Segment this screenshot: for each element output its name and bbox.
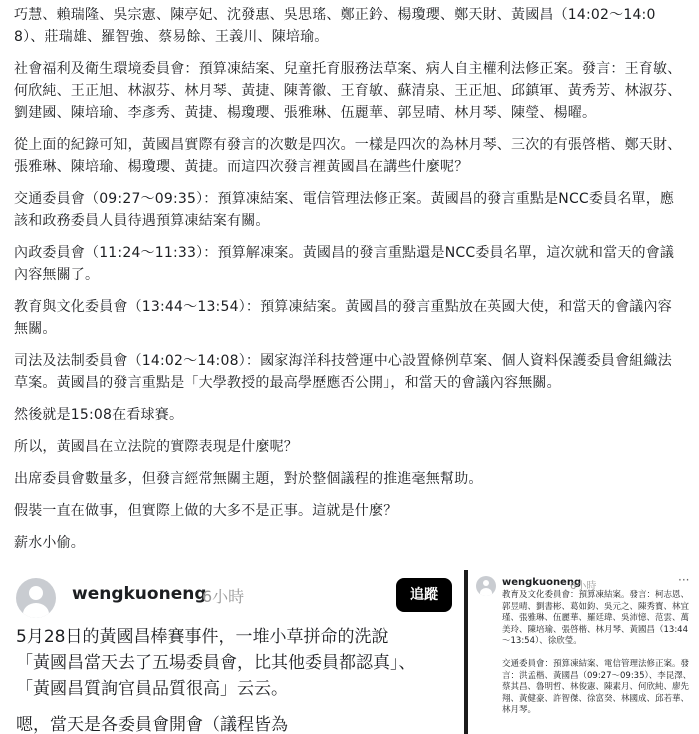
threads-screenshot-left[interactable] (0, 570, 464, 734)
post-time: 6小時 (570, 581, 597, 592)
post-paragraph: 薪水小偷。 (14, 535, 85, 551)
attached-images (0, 570, 699, 734)
post-paragraph: 巧慧、賴瑞隆、吳宗憲、陳亭妃、沈發惠、吳思瑤、鄭正鈐、楊瓊瓔、鄭天財、黃國昌（14:02～14:08）、莊瑞雄、羅智強、蔡易餘、王義川、陳培瑜。 (14, 7, 656, 45)
threads-screenshot-right[interactable] (468, 570, 699, 734)
username: wengkuoneng (502, 577, 582, 588)
screenshot-text-line: 嗯，當天是各委員會開會（議程皆為 (16, 715, 288, 734)
screenshot-text-line: 「黃國昌當天去了五場委員會，比其他委員都認真」、 (16, 653, 416, 673)
screenshot-text-line: 5月28日的黃國昌棒賽事件，一堆小草拼命的洗說 (16, 627, 389, 647)
more-options-icon: ··· (678, 573, 690, 587)
avatar (476, 576, 496, 596)
follow-button: 追蹤 (396, 578, 452, 612)
post-paragraph: 所以，黃國昌在立法院的實際表現是什麼呢？ (14, 439, 298, 455)
threads-link[interactable] (14, 564, 685, 566)
screenshot-paragraph: 教育及文化委員會：預算凍結案。發言：柯志恩、郭昱晴、劉書彬、葛如鈞、吳元之、陳秀寳、林宜瑾、張雅琳、伍麗華、羅廷瑋、吳沛憶、范雲、萬美玲、陳培瑜、張啓楷、林月琴、黃國昌（13:44～13:54）、徐欣瑩。 (502, 590, 690, 646)
post-paragraph: 社會福利及衛生環境委員會：預算凍結案、兒童托育服務法草案、病人自主權利法修正案。發言：王育敏、何欣純、王正旭、林淑芬、林月琴、黃捷、陳菁徽、王育敏、蘇清泉、王正旭、邱鎮軍、黃秀芳、林淑芬、劉建國、陳培瑜、李彥秀、黃捷、楊瓊瓔、張雅琳、伍麗華、郭昱晴、林月琴、陳瑩、楊曜。 (14, 61, 682, 121)
post-time: 6小時 (202, 587, 245, 606)
screenshot-paragraph: 交通委員會：預算凍結案、電信管理法修正案。發言：洪孟楷、黃國昌（09:27～09:35）、李昆澤、蔡其昌、魯明哲、林俊憲、陳素月、何欣純、廖先翔、黃健豪、許智傑、徐富癸、林國成、邱若華、林月琴。 (502, 659, 692, 715)
post-paragraph: 從上面的紀錄可知，黃國昌實際有發言的次數是四次。一樣是四次的為林月琴、三次的有張啓楷、鄭天財、張雅琳、陳培瑜、楊瓊瓔、黃捷。而這四次發言裡黃國昌在講些什麼呢？ (14, 137, 682, 175)
username: wengkuoneng (72, 584, 207, 604)
post-paragraph: 司法及法制委員會（14:02～14:08）：國家海洋科技營運中心設置條例草案、個人資料保護委員會組織法草案。黃國昌的發言重點是「大學教授的最高學歷應否公開」，和當天的會議內容無關。 (14, 353, 672, 391)
post-paragraph: 假裝一直在做事，但實際上做的大多不是正事。這就是什麼？ (14, 503, 398, 519)
screenshot-text-line: 「黃國昌質詢官員品質很高」云云。 (16, 679, 288, 699)
post-paragraph: 內政委員會（11:24～11:33）：預算解凍案。黃國昌的發言重點還是NCC委員名單，這次就和當天的會議內容無關了。 (14, 245, 675, 283)
post-paragraph: 教育與文化委員會（13:44～13:54）：預算凍結案。黃國昌的發言重點放在英國大使，和當天的會議內容無關。 (14, 299, 672, 337)
post-paragraph: 出席委員會數量多，但發言經常無關主題，對於整個議程的推進毫無幫助。 (14, 471, 483, 487)
post-paragraph: 然後就是15:08在看球賽。 (14, 407, 184, 423)
avatar (16, 578, 56, 618)
post-paragraph: 交通委員會（09:27～09:35）：預算凍結案、電信管理法修正案。黃國昌的發言重點是NCC委員名單，應該和政務委員人員待遇預算凍結案有關。 (14, 191, 675, 229)
